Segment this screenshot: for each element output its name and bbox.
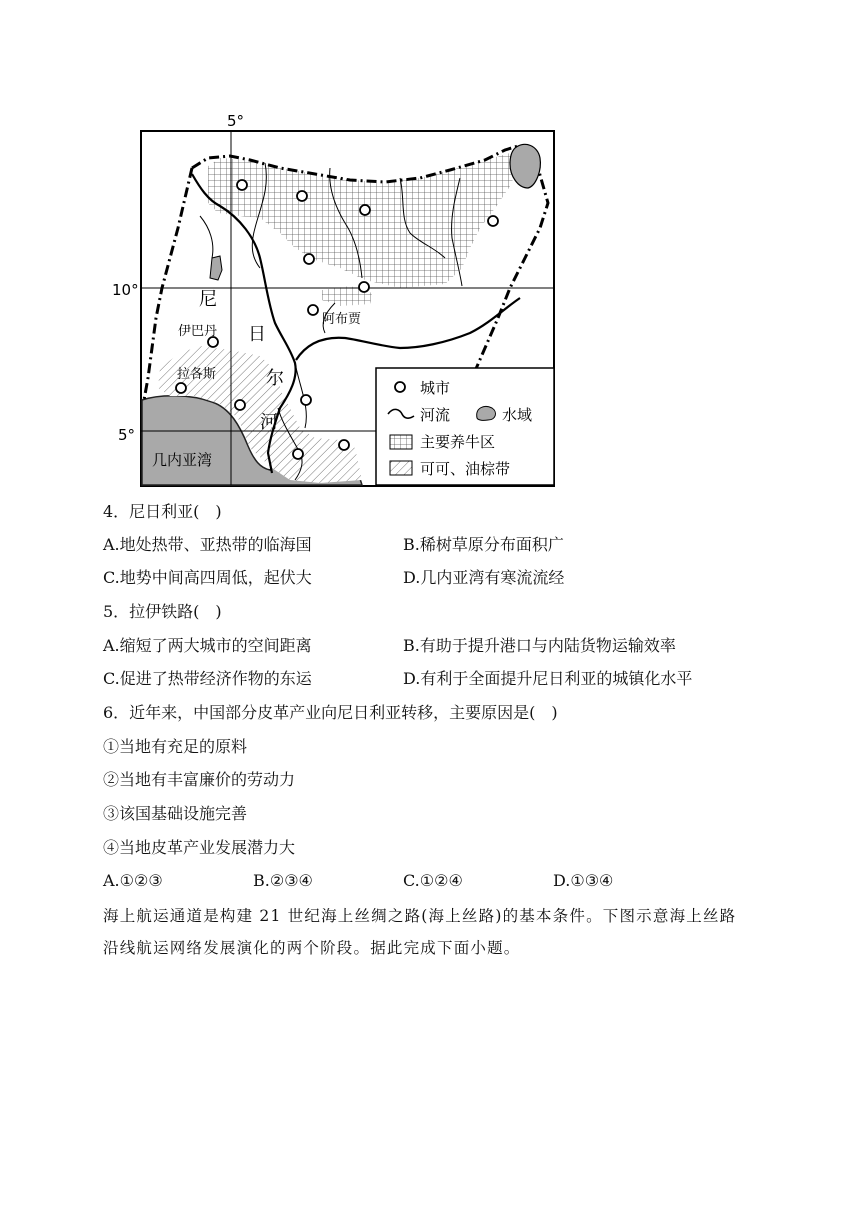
city-marker [237,180,247,190]
q4-option-a: A.地处热带、亚热带的临海国 [103,535,312,554]
gulf-label: 几内亚湾 [152,451,213,469]
q6-option-c: C.①②④ [403,871,463,890]
lat-label-10: 10° [112,281,139,299]
legend-cocoa-symbol [390,461,412,475]
intro-paragraph-line-2: 沿线航运网络发展演化的两个阶段。据此完成下面小题。 [103,939,521,957]
legend-cattle-label: 主要养牛区 [420,433,496,451]
legend-city-label: 城市 [420,379,451,397]
country-char-4: 河 [260,412,278,433]
q6-stem: 6．近年来，中国部分皮革产业向尼日利亚转移，主要原因是( ) [103,703,558,722]
legend-cattle-symbol [390,435,412,449]
country-char-2: 日 [248,324,266,345]
q5-option-d: D.有利于全面提升尼日利亚的城镇化水平 [403,669,693,688]
city-marker-abuja [308,305,318,315]
q6-statement-1: ①当地有充足的原料 [103,737,248,756]
legend-water-label: 水域 [502,406,533,424]
city-marker [339,440,349,450]
city-label-abuja: 阿布贾 [322,312,362,327]
city-marker [301,395,311,405]
q6-statement-2: ②当地有丰富廉价的劳动力 [103,770,296,789]
lat-label-5: 5° [118,426,136,444]
q4-stem: 4．尼日利亚( ) [103,502,222,521]
city-marker [235,400,245,410]
city-marker [359,282,369,292]
q6-statement-3: ③该国基础设施完善 [103,804,248,823]
q6-statement-4: ④当地皮革产业发展潜力大 [103,838,296,857]
q4-option-b: B.稀树草原分布面积广 [403,535,564,554]
legend-water-symbol [477,406,496,420]
city-marker [297,191,307,201]
lon-label-5: 5° [227,112,245,130]
legend-river-label: 河流 [420,406,451,424]
q4-option-d: D.几内亚湾有寒流流经 [403,568,565,587]
legend-cocoa-label: 可可、油棕带 [420,460,511,478]
city-marker [360,205,370,215]
nigeria-map-figure [100,108,570,493]
intro-paragraph-line-1: 海上航运通道是构建 21 世纪海上丝绸之路(海上丝路)的基本条件。下图示意海上丝路 [103,907,737,925]
legend-city-symbol [395,382,405,392]
country-char-3: 尔 [266,368,284,389]
q5-option-b: B.有助于提升港口与内陆货物运输效率 [403,636,676,655]
city-marker [304,254,314,264]
q5-stem: 5．拉伊铁路( ) [103,602,222,621]
city-marker [293,449,303,459]
q5-option-a: A.缩短了两大城市的空间距离 [103,636,312,655]
q4-option-c: C.地势中间高四周低，起伏大 [103,568,312,587]
q6-option-b: B.②③④ [253,871,313,890]
city-label-lagos: 拉各斯 [177,367,217,382]
q6-option-a: A.①②③ [103,871,163,890]
map-legend [376,368,554,485]
city-marker [488,216,498,226]
country-char-1: 尼 [199,289,217,310]
city-marker-lagos [176,383,186,393]
nigeria-map [100,108,570,493]
city-label-yibadan: 伊巴丹 [178,324,218,339]
q6-option-d: D.①③④ [553,871,614,890]
q5-option-c: C.促进了热带经济作物的东运 [103,669,312,688]
